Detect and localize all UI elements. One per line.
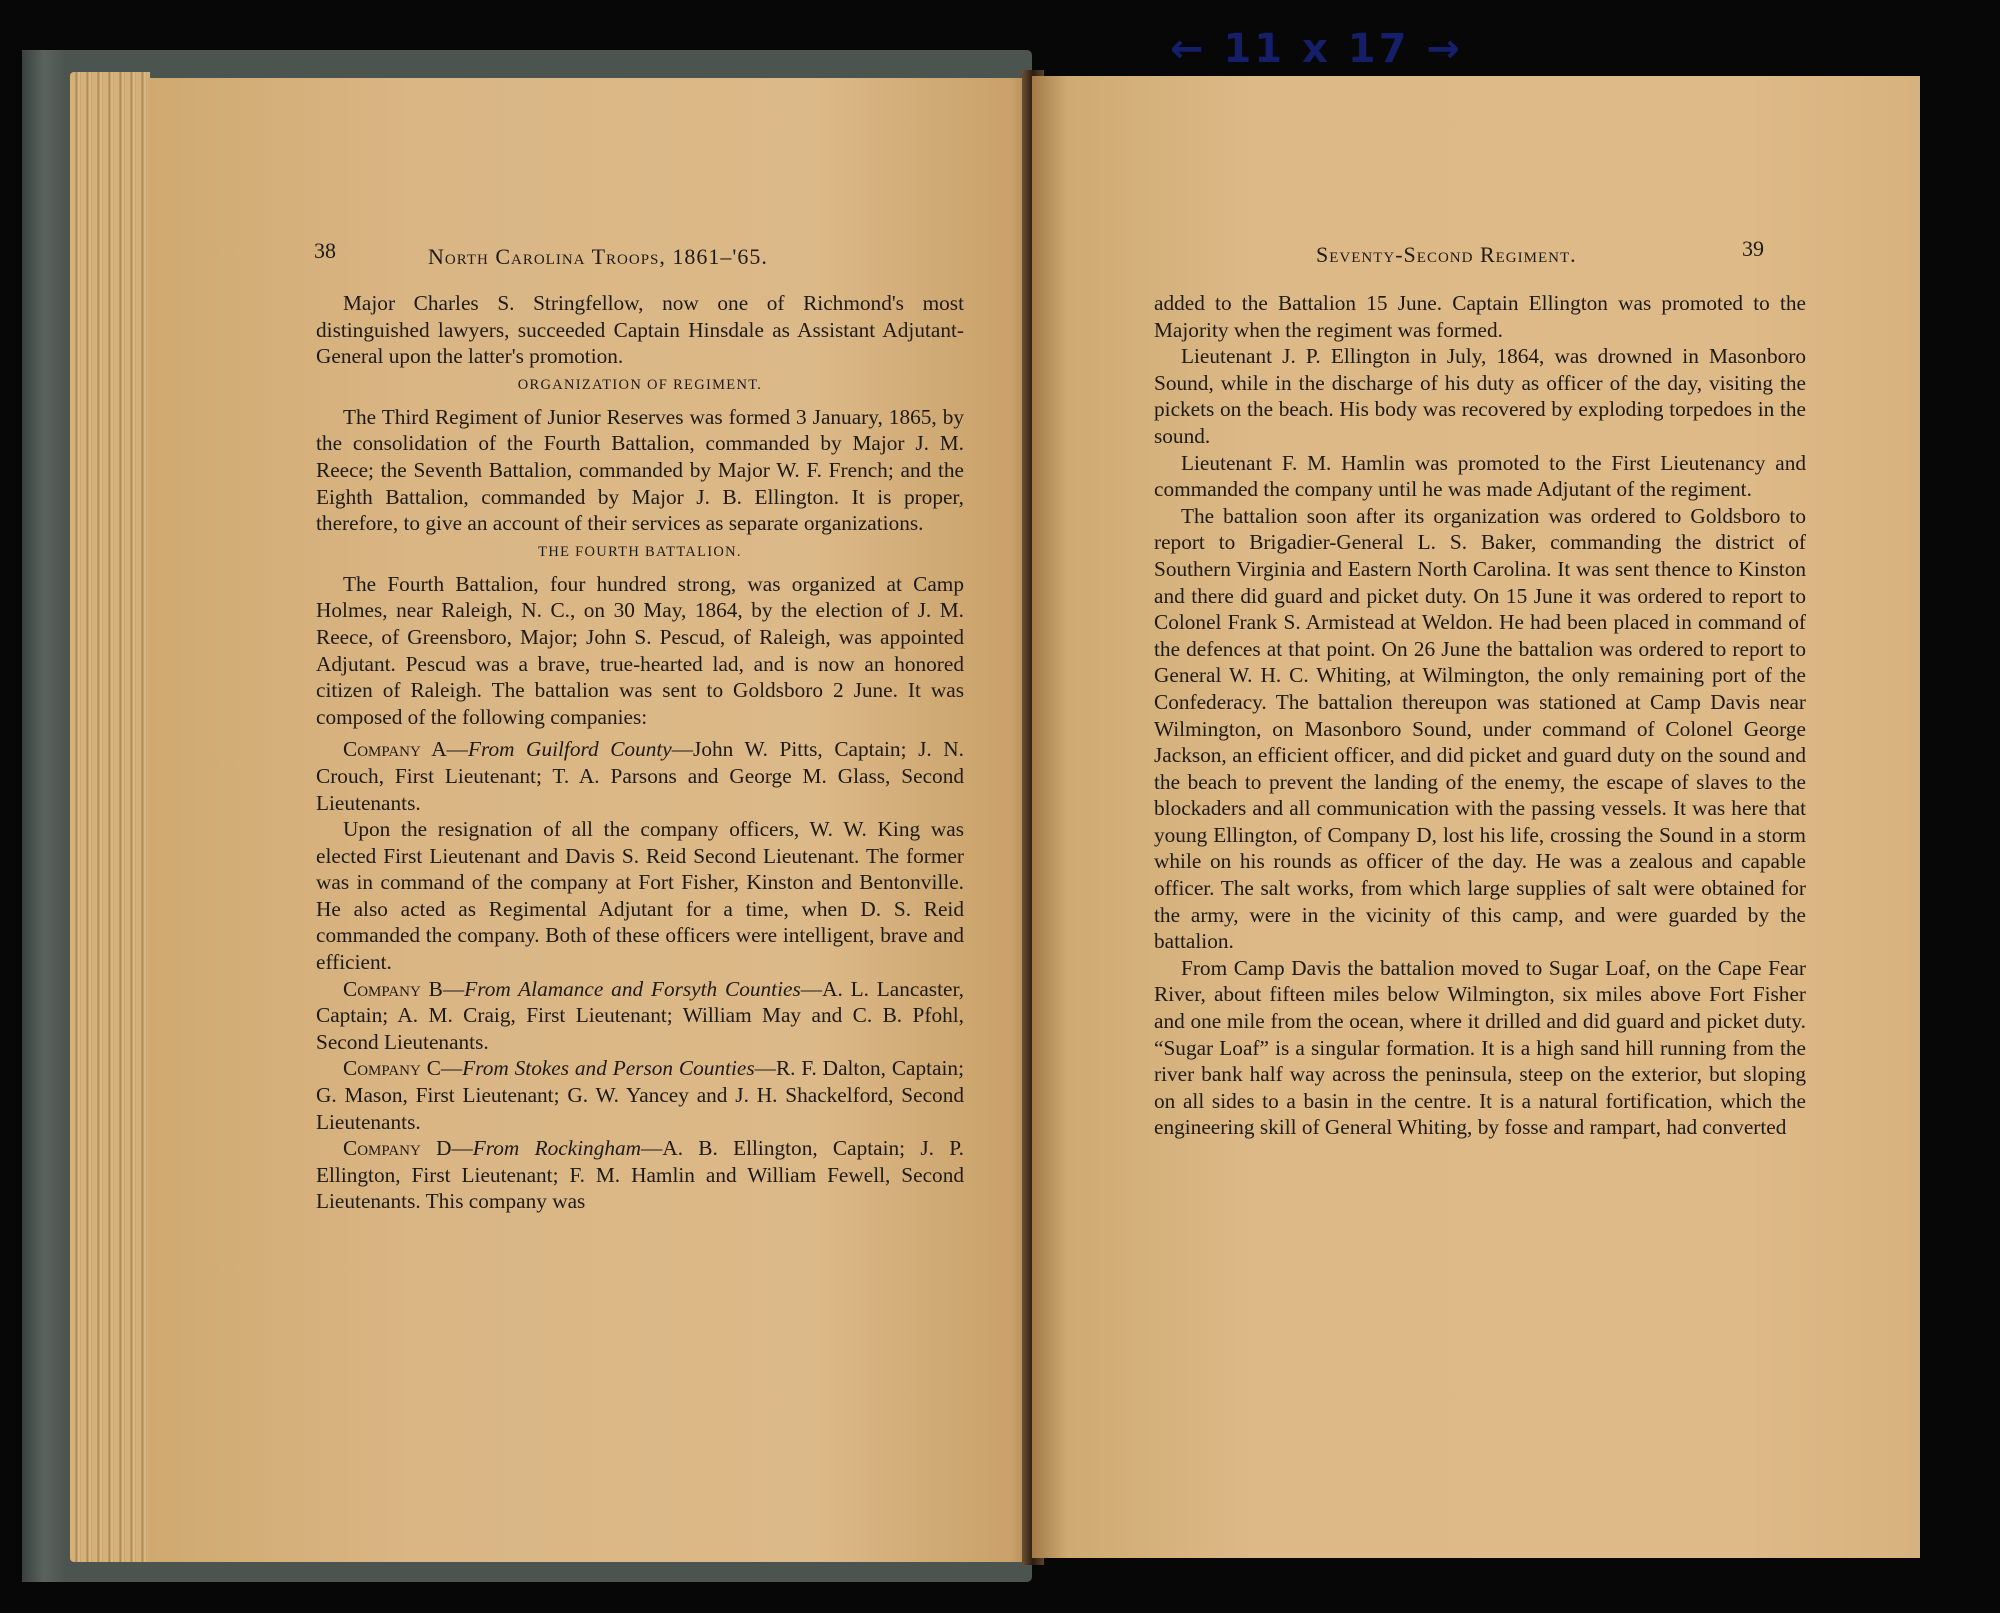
company-label: Company D: [343, 1136, 452, 1161]
paragraph: Lieutenant F. M. Hamlin was promoted to the First Lieutenancy and commanded the company until he was made Adjutant of the regiment.: [1154, 450, 1806, 502]
paragraph: added to the Battalion 15 June. Captain Ellington was promoted to the Majority when the regiment was formed.: [1154, 291, 1806, 342]
paragraph: Upon the resignation of all the company officers, W. W. King was elected First Lieutenant and Davis S. Reid Second Lieutenant. The former was in command of the company at Fort Fisher, Kinston and Bentonville. He also acted as Regimental Adjutant for a time, when D. S. Reid commanded the company. Both of these officers were intelligent, brave and efficient.: [316, 817, 964, 975]
company-entry: Company C—From Stokes and Person Counties—R. F. Dalton, Captain; G. Mason, First Lieutenant; G. W. Yancey and J. H. Shackelford, Second Lieutenants.: [316, 1056, 964, 1134]
company-officers: John W. Pitts, Captain; J. N. Crouch, First Lieutenant; T. A. Parsons and George M. Glass, Second Lieutenants.: [316, 737, 964, 815]
company-officers: R. F. Dalton, Captain; G. Mason, First Lieutenant; G. W. Yancey and J. H. Shackelford, Second Lieutenants.: [316, 1056, 964, 1134]
scale-ruler-label: ← 11 x 17 →: [1170, 26, 1463, 72]
paragraph: From Camp Davis the battalion moved to Sugar Loaf, on the Cape Fear River, about fifteen miles below Wilmington, six miles above Fort Fisher and one mile from the ocean, where it drilled and did guard and picket duty. “Sugar Loaf” is a singular formation. It is a high sand hill running from the river bank half way across the peninsula, steep on the exterior, but sloping on all sides to a basin in the centre. It is a natural fortification, which the engineering skill of General Whiting, by fosse and rampart, had converted: [1154, 955, 1806, 1140]
company-origin: From Rockingham: [472, 1136, 642, 1161]
company-label: Company C: [343, 1056, 441, 1081]
page-edges: [70, 72, 150, 1562]
right-page: [1032, 76, 1920, 1558]
company-origin: From Alamance and Forsyth Counties: [464, 976, 801, 1001]
page-number: 39: [1742, 236, 1764, 261]
running-head: Seventy-Second Regiment.: [1316, 242, 1577, 267]
company-origin: From Guilford County: [467, 737, 672, 762]
page-number: 38: [314, 238, 336, 263]
left-page-text: [316, 290, 964, 1215]
company-label: Company B: [343, 976, 443, 1001]
book-spine-edge: [22, 50, 66, 1582]
running-head: North Carolina Troops, 1861–'65.: [428, 244, 768, 269]
company-entry: Company A—From Guilford County—John W. Pitts, Captain; J. N. Crouch, First Lieutenant; T. A. Parsons and George M. Glass, Second Lieutenants.: [316, 737, 964, 815]
right-page-text: [1154, 290, 1806, 1141]
paragraph: Major Charles S. Stringfellow, now one of Richmond's most distinguished lawyers, succeeded Captain Hinsdale as Assistant Adjutant-General upon the latter's promotion.: [316, 291, 964, 369]
paragraph: The Fourth Battalion, four hundred strong, was organized at Camp Holmes, near Raleigh, N. C., on 30 May, 1864, by the election of J. M. Reece, of Greensboro, Major; John S. Pescud, of Raleigh, was appointed Adjutant. Pescud was a brave, true-hearted lad, and is now an honored citizen of Raleigh. The battalion was sent to Goldsboro 2 June. It was composed of the following companies:: [316, 571, 964, 729]
paragraph: The Third Regiment of Junior Reserves was formed 3 January, 1865, by the consolidation of the Fourth Battalion, commanded by Major J. M. Reece; the Seventh Battalion, commanded by Major W. F. French; and the Eighth Battalion, commanded by Major J. B. Ellington. It is proper, therefore, to give an account of their services as separate organizations.: [316, 404, 964, 536]
paragraph: Lieutenant J. P. Ellington in July, 1864, was drowned in Masonboro Sound, while in the discharge of his duty as officer of the day, visiting the pickets on the beach. His body was recovered by exploding torpedoes in the sound.: [1154, 344, 1806, 448]
company-entry: Company D—From Rockingham—A. B. Ellington, Captain; J. P. Ellington, First Lieutenant; F. M. Hamlin and William Fewell, Second Lieutenants. This company was: [316, 1136, 965, 1214]
section-heading: ORGANIZATION OF REGIMENT.: [517, 376, 763, 393]
paragraph: The battalion soon after its organization was ordered to Goldsboro to report to Brigadier-General L. S. Baker, commanding the district of Southern Virginia and Eastern North Carolina. It was sent thence to Kinston and there did guard and picket duty. On 15 June it was ordered to report to Colonel Frank S. Armistead at Weldon. He had been placed in command of the defences at that point. On 26 June the battalion was ordered to report to General W. H. C. Whiting, at Wilmington, the only remaining port of the Confederacy. The battalion thereupon was stationed at Camp Davis near Wilmington, on Masonboro Sound, under command of Colonel George Jackson, an efficient officer, and did picket and guard duty on the sound and the beach to prevent the landing of the enemy, the escape of slaves to the blockaders and all communication with the passing vessels. It was here that young Ellington, of Company D, lost his life, crossing the Sound in a storm while on his rounds as officer of the day. He was a zealous and capable officer. The salt works, from which large supplies of salt were obtained for the army, were in the vicinity of this camp, and were guarded by the battalion.: [1154, 503, 1806, 954]
company-origin: From Stokes and Person Counties: [462, 1056, 755, 1081]
company-officers: A. L. Lancaster, Captain; A. M. Craig, First Lieutenant; William May and C. B. Pfohl, Second Lieutenants.: [316, 976, 965, 1054]
company-officers: A. B. Ellington, Captain; J. P. Ellington, First Lieutenant; F. M. Hamlin and William Fewell, Second Lieutenants. This company was: [316, 1136, 965, 1214]
section-heading: THE FOURTH BATTALION.: [538, 543, 742, 560]
left-page: [148, 78, 1038, 1562]
company-label: Company A: [343, 737, 447, 762]
company-entry: Company B—From Alamance and Forsyth Counties—A. L. Lancaster, Captain; A. M. Craig, First Lieutenant; William May and C. B. Pfohl, Second Lieutenants.: [316, 976, 965, 1054]
